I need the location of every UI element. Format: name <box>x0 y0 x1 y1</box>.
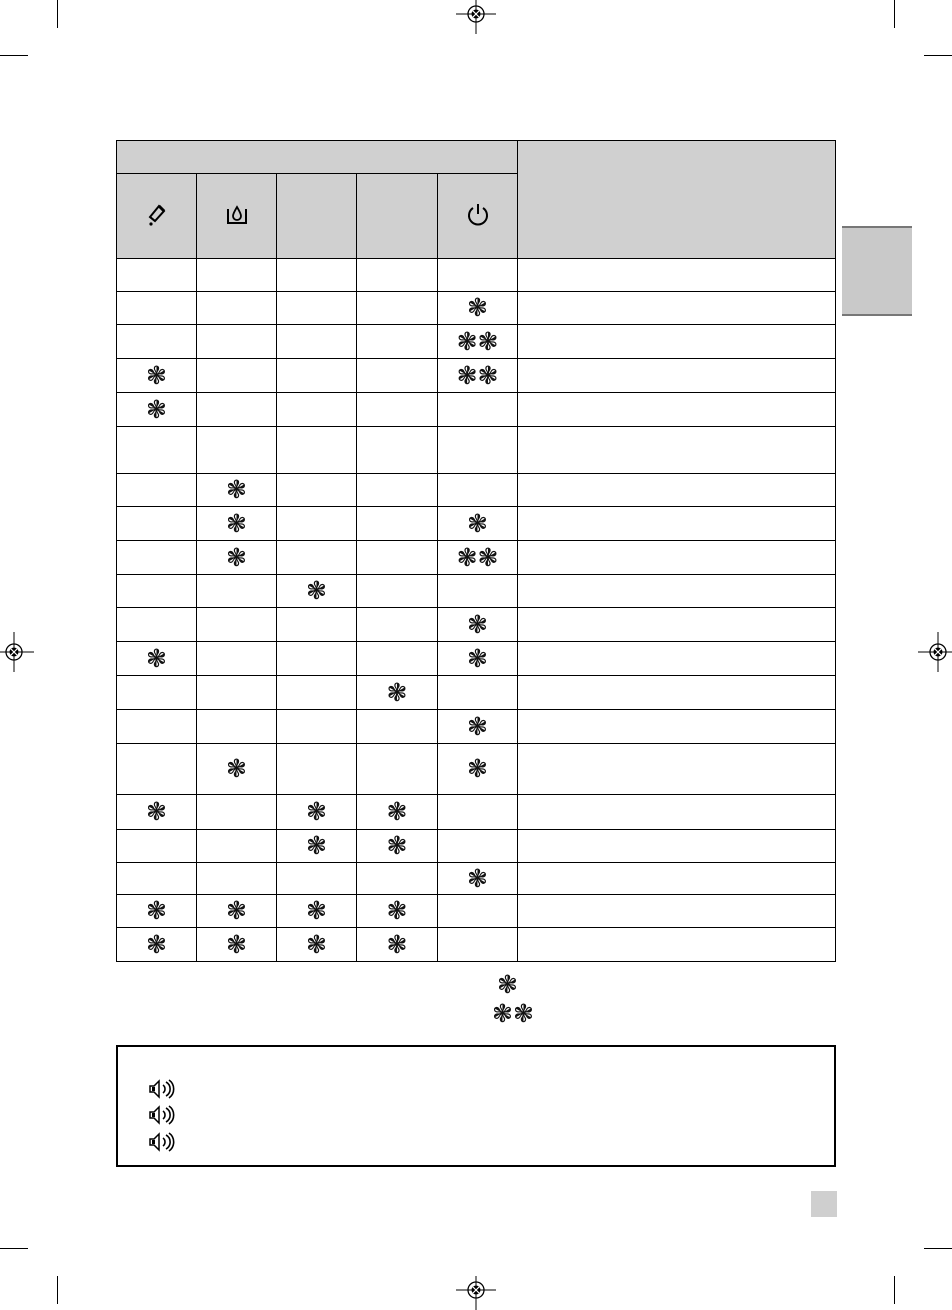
table-row <box>117 474 836 507</box>
indicator-cell <box>438 474 518 507</box>
single-blink-star: ❃ <box>146 394 167 424</box>
section-side-tab <box>842 226 912 316</box>
indicator-cell <box>438 928 518 962</box>
indicator-cell <box>357 541 438 575</box>
indicator-cell <box>197 676 277 710</box>
note-box <box>116 1045 836 1167</box>
single-blink-star: ❃ <box>226 508 247 538</box>
indicator-cell <box>357 507 438 541</box>
crop-mark-bottom-right-h <box>924 1248 952 1249</box>
indicator-cell <box>357 928 438 962</box>
indicator-cell <box>357 259 438 292</box>
indicator-cell <box>277 541 357 575</box>
indicator-cell <box>277 393 357 427</box>
indicator-cell <box>117 795 197 830</box>
single-blink-star: ❃ <box>146 797 167 826</box>
description-cell <box>518 359 836 393</box>
crop-mark-bottom-left-h <box>0 1248 28 1249</box>
indicator-cell <box>438 393 518 427</box>
registration-mark-bottom <box>456 1270 496 1310</box>
indicator-cell <box>117 863 197 895</box>
description-cell <box>518 744 836 795</box>
indicator-cell <box>357 325 438 359</box>
indicator-cell <box>277 830 357 863</box>
indicator-cell <box>277 608 357 642</box>
table-row <box>117 744 836 795</box>
indicator-cell <box>117 474 197 507</box>
description-cell <box>518 830 836 863</box>
indicator-cell <box>117 325 197 359</box>
single-blink-star: ❃ <box>146 360 167 390</box>
indicator-cell <box>197 259 277 292</box>
table-row <box>117 292 836 325</box>
indicator-cell <box>438 427 518 474</box>
table-row <box>117 608 836 642</box>
table-row <box>117 676 836 710</box>
table-row <box>117 507 836 541</box>
indicator-cell <box>197 608 277 642</box>
indicator-cell <box>277 259 357 292</box>
indicator-cell <box>357 830 438 863</box>
indicator-cell <box>357 863 438 895</box>
indicator-cell <box>277 710 357 744</box>
single-blink-star: ❃ <box>306 797 327 826</box>
indicator-cell <box>117 895 197 928</box>
indicator-cell <box>117 292 197 325</box>
power-icon <box>465 201 491 227</box>
indicator-cell <box>277 895 357 928</box>
indicator-cell <box>197 474 277 507</box>
indicator-cell <box>117 642 197 676</box>
indicator-cell <box>357 642 438 676</box>
pencil-drop-icon <box>144 201 170 227</box>
crop-mark-bottom-right-v <box>894 1276 895 1304</box>
table-row <box>117 575 836 608</box>
indicator-cell <box>357 895 438 928</box>
single-blink-star: ❃ <box>467 711 488 741</box>
table-row <box>117 259 836 292</box>
indicator-cell <box>277 427 357 474</box>
header-col-2 <box>197 174 277 259</box>
indicator-cell <box>197 427 277 474</box>
double-blink-star: ❃❃ <box>456 542 499 572</box>
single-blink-star: ❃ <box>467 754 488 783</box>
indicator-cell <box>197 744 277 795</box>
speaker-icon <box>148 1131 178 1153</box>
indicator-cell <box>357 744 438 795</box>
single-blink-star: ❃ <box>306 576 327 605</box>
table-row <box>117 830 836 863</box>
table-row <box>117 642 836 676</box>
indicator-cell <box>438 292 518 325</box>
single-blink-star: ❃ <box>226 754 247 783</box>
single-blink-star: ❃ <box>146 643 167 673</box>
indicator-cell <box>117 259 197 292</box>
indicator-cell <box>438 744 518 795</box>
indicator-cell <box>117 359 197 393</box>
double-blink-star: ❃❃ <box>456 360 499 390</box>
indicator-cell <box>197 642 277 676</box>
indicator-cell <box>438 895 518 928</box>
indicator-cell <box>357 795 438 830</box>
table-row <box>117 393 836 427</box>
indicator-cell <box>197 292 277 325</box>
single-blink-star: ❃ <box>226 929 247 959</box>
table-row <box>117 795 836 830</box>
table-row <box>117 928 836 962</box>
indicator-cell <box>197 795 277 830</box>
indicator-cell <box>117 744 197 795</box>
single-blink-star: ❃ <box>467 609 488 639</box>
description-cell <box>518 393 836 427</box>
single-blink-star: ❃ <box>386 797 408 826</box>
description-cell <box>518 292 836 325</box>
speaker-icon <box>148 1104 178 1126</box>
description-cell <box>518 575 836 608</box>
description-cell <box>518 895 836 928</box>
description-cell <box>518 928 836 962</box>
indicator-cell <box>117 575 197 608</box>
indicator-cell <box>357 393 438 427</box>
single-blink-star: ❃ <box>467 863 488 893</box>
single-blink-star: ❃ <box>467 508 488 538</box>
indicator-cell <box>197 541 277 575</box>
single-blink-star: ❃ <box>226 542 247 572</box>
indicator-cell <box>438 259 518 292</box>
header-meaning <box>518 141 836 259</box>
indicator-cell <box>357 474 438 507</box>
description-cell <box>518 710 836 744</box>
indicator-cell <box>197 863 277 895</box>
header-col-5 <box>438 174 518 259</box>
indicator-cell <box>438 608 518 642</box>
crop-mark-top-right-v <box>894 0 895 28</box>
single-blink-star: ❃ <box>146 929 167 959</box>
indicator-cell <box>438 795 518 830</box>
indicator-cell <box>438 710 518 744</box>
indicator-cell <box>117 830 197 863</box>
header-indicators <box>117 141 518 174</box>
indicator-cell <box>277 863 357 895</box>
indicator-cell <box>117 676 197 710</box>
speaker-icon <box>148 1078 178 1100</box>
single-blink-star: ❃ <box>386 896 408 925</box>
single-blink-star: ❃ <box>306 831 327 860</box>
indicator-cell <box>277 795 357 830</box>
indicator-cell <box>277 507 357 541</box>
indicator-cell <box>357 710 438 744</box>
indicator-cell <box>277 928 357 962</box>
indicator-cell <box>117 541 197 575</box>
single-blink-star: ❃ <box>306 896 327 925</box>
indicator-cell <box>357 676 438 710</box>
single-blink-star: ❃ <box>386 831 408 860</box>
indicator-cell <box>438 575 518 608</box>
description-cell <box>518 325 836 359</box>
indicator-cell <box>277 575 357 608</box>
indicator-cell <box>117 710 197 744</box>
single-blink-star: ❃ <box>467 293 488 322</box>
description-cell <box>518 642 836 676</box>
double-blink-star: ❃❃ <box>456 326 499 356</box>
description-cell <box>518 795 836 830</box>
description-cell <box>518 608 836 642</box>
indicator-cell <box>438 676 518 710</box>
crop-mark-top-left-h <box>0 55 28 56</box>
table-row <box>117 863 836 895</box>
crop-mark-top-left-v <box>57 0 58 28</box>
indicator-cell <box>197 928 277 962</box>
header-col-3 <box>277 174 357 259</box>
indicator-cell <box>117 507 197 541</box>
table-row <box>117 541 836 575</box>
description-cell <box>518 541 836 575</box>
table-row <box>117 895 836 928</box>
table-row <box>117 325 836 359</box>
description-cell <box>518 863 836 895</box>
indicator-cell <box>357 359 438 393</box>
indicator-cell <box>357 575 438 608</box>
indicator-cell <box>277 474 357 507</box>
single-blink-star: ❃ <box>467 643 488 673</box>
crop-mark-top-right-h <box>924 55 952 56</box>
indicator-cell <box>197 325 277 359</box>
indicator-cell <box>197 575 277 608</box>
indicator-cell <box>197 710 277 744</box>
indicator-cell <box>277 325 357 359</box>
indicator-cell <box>357 427 438 474</box>
indicator-cell <box>438 642 518 676</box>
indicator-cell <box>197 507 277 541</box>
indicator-cell <box>117 608 197 642</box>
legend-single-blink: ❃ <box>497 970 518 999</box>
description-cell <box>518 507 836 541</box>
table-row <box>117 710 836 744</box>
indicator-cell <box>197 830 277 863</box>
header-col-4 <box>357 174 438 259</box>
description-cell <box>518 427 836 474</box>
indicator-cell <box>357 292 438 325</box>
legend-double-blink: ❃❃ <box>492 999 534 1028</box>
description-cell <box>518 676 836 710</box>
indicator-cell <box>197 393 277 427</box>
crop-mark-bottom-left-v <box>57 1276 58 1304</box>
indicator-cell <box>438 830 518 863</box>
registration-mark-right <box>912 632 952 672</box>
indicator-cell <box>197 359 277 393</box>
single-blink-star: ❃ <box>226 896 247 925</box>
header-col-1 <box>117 174 197 259</box>
single-blink-star: ❃ <box>226 475 247 504</box>
indicator-table <box>116 140 836 962</box>
single-blink-star: ❃ <box>146 896 167 925</box>
page-number-box <box>811 1191 837 1217</box>
registration-mark-top <box>456 0 496 40</box>
water-tank-icon <box>224 201 250 227</box>
indicator-cell <box>277 292 357 325</box>
indicator-cell <box>438 325 518 359</box>
indicator-cell <box>197 895 277 928</box>
description-cell <box>518 259 836 292</box>
indicator-cell <box>438 863 518 895</box>
indicator-cell <box>117 427 197 474</box>
indicator-cell <box>277 744 357 795</box>
single-blink-star: ❃ <box>386 929 408 959</box>
indicator-cell <box>438 541 518 575</box>
indicator-cell <box>117 393 197 427</box>
registration-mark-left <box>0 632 40 672</box>
indicator-cell <box>277 359 357 393</box>
single-blink-star: ❃ <box>386 677 408 707</box>
table-row <box>117 359 836 393</box>
indicator-cell <box>277 642 357 676</box>
indicator-cell <box>357 608 438 642</box>
indicator-cell <box>117 928 197 962</box>
indicator-cell <box>277 676 357 710</box>
single-blink-star: ❃ <box>306 929 327 959</box>
description-cell <box>518 474 836 507</box>
indicator-cell <box>438 359 518 393</box>
table-row <box>117 427 836 474</box>
indicator-cell <box>438 507 518 541</box>
